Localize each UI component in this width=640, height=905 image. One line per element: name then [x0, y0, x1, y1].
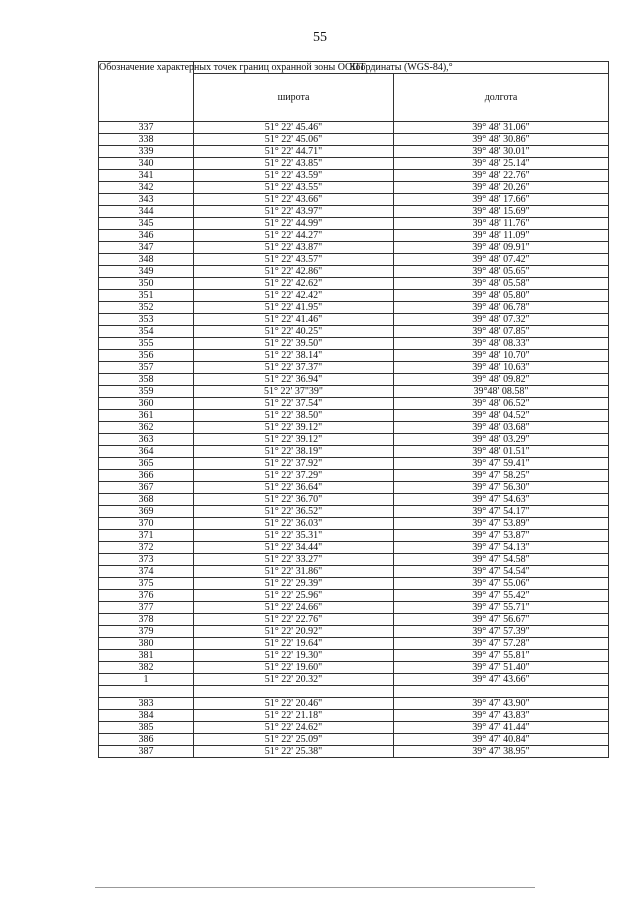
table-row [99, 554, 609, 566]
longitude-cell: 39° 48' 30.01" [394, 146, 609, 158]
longitude-cell: 39° 48' 06.78" [394, 302, 609, 314]
longitude-cell: 39° 47' 55.42" [394, 590, 609, 602]
latitude-cell: 51° 22' 39.12" [194, 422, 394, 434]
table-row [99, 458, 609, 470]
latitude-cell: 51° 22' 37.54" [194, 398, 394, 410]
longitude-cell: 39° 48' 10.63" [394, 362, 609, 374]
table-row [99, 194, 609, 206]
table-row [99, 146, 609, 158]
table-row [99, 386, 609, 398]
point-number-cell: 381 [99, 650, 194, 662]
longitude-cell: 39° 48' 03.68" [394, 422, 609, 434]
longitude-cell: 39° 47' 57.39" [394, 626, 609, 638]
table-row [99, 422, 609, 434]
table-row [99, 626, 609, 638]
latitude-cell: 51° 22' 44.99" [194, 218, 394, 230]
point-number-cell: 354 [99, 326, 194, 338]
point-number-cell: 368 [99, 494, 194, 506]
point-number-cell: 386 [99, 734, 194, 746]
longitude-cell: 39° 47' 38.95" [394, 746, 609, 758]
point-number-cell: 360 [99, 398, 194, 410]
latitude-cell: 51° 22' 36.70" [194, 494, 394, 506]
table-row [99, 182, 609, 194]
longitude-cell: 39°48' 08.58" [394, 386, 609, 398]
point-number-cell: 338 [99, 134, 194, 146]
header-coordinates: Координаты (WGS-84),° [194, 62, 609, 74]
point-number-cell: 344 [99, 206, 194, 218]
latitude-cell: 51° 22' 36.03" [194, 518, 394, 530]
point-number-cell: 337 [99, 122, 194, 134]
table-row [99, 734, 609, 746]
point-number-cell: 366 [99, 470, 194, 482]
point-number-cell: 356 [99, 350, 194, 362]
point-number-cell: 379 [99, 626, 194, 638]
point-number-cell: 339 [99, 146, 194, 158]
point-number-cell: 371 [99, 530, 194, 542]
point-number-cell: 363 [99, 434, 194, 446]
latitude-cell: 51° 22' 34.44" [194, 542, 394, 554]
latitude-cell: 51° 22' 29.39" [194, 578, 394, 590]
longitude-cell: 39° 47' 43.83" [394, 710, 609, 722]
longitude-cell: 39° 48' 11.09" [394, 230, 609, 242]
longitude-cell: 39° 47' 54.54" [394, 566, 609, 578]
latitude-cell: 51° 22' 37.37" [194, 362, 394, 374]
latitude-cell: 51° 22' 22.76" [194, 614, 394, 626]
longitude-cell: 39° 48' 31.06" [394, 122, 609, 134]
longitude-cell: 39° 47' 56.30" [394, 482, 609, 494]
table-row [99, 482, 609, 494]
latitude-cell: 51° 22' 20.32" [194, 674, 394, 686]
latitude-cell: 51° 22' 44.27" [194, 230, 394, 242]
latitude-cell: 51° 22' 35.31" [194, 530, 394, 542]
latitude-cell: 51° 22' 45.06" [194, 134, 394, 146]
table-row [99, 374, 609, 386]
longitude-cell: 39° 48' 05.58" [394, 278, 609, 290]
latitude-cell: 51° 22' 37.29" [194, 470, 394, 482]
point-number-cell: 369 [99, 506, 194, 518]
longitude-cell: 39° 47' 55.06" [394, 578, 609, 590]
point-number-cell: 343 [99, 194, 194, 206]
point-number-cell: 1 [99, 674, 194, 686]
longitude-cell: 39° 47' 56.67" [394, 614, 609, 626]
table-row [99, 350, 609, 362]
table-row [99, 542, 609, 554]
table-row [99, 746, 609, 758]
longitude-cell: 39° 47' 59.41" [394, 458, 609, 470]
point-number-cell: 367 [99, 482, 194, 494]
point-number-cell [99, 686, 194, 698]
point-number-cell: 358 [99, 374, 194, 386]
latitude-cell: 51° 22' 24.66" [194, 602, 394, 614]
longitude-cell: 39° 47' 51.40" [394, 662, 609, 674]
table-row [99, 302, 609, 314]
point-number-cell: 351 [99, 290, 194, 302]
point-number-cell: 375 [99, 578, 194, 590]
longitude-cell: 39° 47' 54.58" [394, 554, 609, 566]
latitude-cell: 51° 22' 20.92" [194, 626, 394, 638]
point-number-cell: 349 [99, 266, 194, 278]
latitude-cell: 51° 22' 33.27" [194, 554, 394, 566]
table-row [99, 662, 609, 674]
table-row [99, 530, 609, 542]
point-number-cell: 353 [99, 314, 194, 326]
latitude-cell [194, 686, 394, 698]
point-number-cell: 364 [99, 446, 194, 458]
longitude-cell: 39° 47' 57.28" [394, 638, 609, 650]
point-number-cell: 348 [99, 254, 194, 266]
latitude-cell: 51° 22' 36.52" [194, 506, 394, 518]
point-number-cell: 362 [99, 422, 194, 434]
latitude-cell: 51° 22' 25.09" [194, 734, 394, 746]
table-row [99, 158, 609, 170]
longitude-cell: 39° 48' 07.85" [394, 326, 609, 338]
point-number-cell: 370 [99, 518, 194, 530]
latitude-cell: 51° 22' 36.64" [194, 482, 394, 494]
latitude-cell: 51° 22' 38.14" [194, 350, 394, 362]
longitude-cell: 39° 47' 53.89" [394, 518, 609, 530]
table-row [99, 446, 609, 458]
latitude-cell: 51° 22' 38.19" [194, 446, 394, 458]
longitude-cell: 39° 48' 03.29" [394, 434, 609, 446]
table-row [99, 362, 609, 374]
point-number-cell: 387 [99, 746, 194, 758]
latitude-cell: 51° 22' 43.57" [194, 254, 394, 266]
table-row [99, 686, 609, 698]
latitude-cell: 51° 22' 37.92" [194, 458, 394, 470]
latitude-cell: 51° 22' 31.86" [194, 566, 394, 578]
longitude-cell: 39° 47' 40.84" [394, 734, 609, 746]
longitude-cell: 39° 47' 54.13" [394, 542, 609, 554]
point-number-cell: 382 [99, 662, 194, 674]
table-row [99, 206, 609, 218]
latitude-cell: 51° 22' 25.38" [194, 746, 394, 758]
point-number-cell: 380 [99, 638, 194, 650]
latitude-cell: 51° 22' 40.25" [194, 326, 394, 338]
point-number-cell: 374 [99, 566, 194, 578]
latitude-cell: 51° 22' 19.30" [194, 650, 394, 662]
latitude-cell: 51° 22' 45.46" [194, 122, 394, 134]
latitude-cell: 51° 22' 38.50" [194, 410, 394, 422]
latitude-cell: 51° 22' 41.95" [194, 302, 394, 314]
latitude-cell: 51° 22' 42.42" [194, 290, 394, 302]
longitude-cell: 39° 48' 05.80" [394, 290, 609, 302]
point-number-cell: 359 [99, 386, 194, 398]
latitude-cell: 51° 22' 19.64" [194, 638, 394, 650]
table-row [99, 242, 609, 254]
latitude-cell: 51° 22' 43.55" [194, 182, 394, 194]
longitude-cell: 39° 48' 09.82" [394, 374, 609, 386]
table-row [99, 122, 609, 134]
table-row [99, 590, 609, 602]
longitude-cell: 39° 47' 43.90" [394, 698, 609, 710]
table-body [99, 122, 609, 758]
longitude-cell: 39° 48' 10.70" [394, 350, 609, 362]
table-row [99, 218, 609, 230]
point-number-cell: 377 [99, 602, 194, 614]
point-number-cell: 347 [99, 242, 194, 254]
latitude-cell: 51° 22' 21.18" [194, 710, 394, 722]
longitude-cell: 39° 48' 01.51" [394, 446, 609, 458]
point-number-cell: 340 [99, 158, 194, 170]
point-number-cell: 350 [99, 278, 194, 290]
table-row [99, 266, 609, 278]
header-designation: Обозначение характерных точек границ охранной зоны ООПТ [99, 62, 194, 122]
longitude-cell: 39° 48' 07.32" [394, 314, 609, 326]
table-row [99, 314, 609, 326]
table-row [99, 578, 609, 590]
table-row [99, 410, 609, 422]
page-number: 55 [313, 30, 327, 45]
longitude-cell: 39° 48' 05.65" [394, 266, 609, 278]
longitude-cell: 39° 47' 53.87" [394, 530, 609, 542]
table-row [99, 398, 609, 410]
table-row [99, 602, 609, 614]
table-row [99, 638, 609, 650]
point-number-cell: 376 [99, 590, 194, 602]
longitude-cell: 39° 48' 06.52" [394, 398, 609, 410]
table-row [99, 254, 609, 266]
point-number-cell: 345 [99, 218, 194, 230]
table-row [99, 506, 609, 518]
point-number-cell: 357 [99, 362, 194, 374]
point-number-cell: 341 [99, 170, 194, 182]
table-row [99, 698, 609, 710]
table-row [99, 434, 609, 446]
point-number-cell: 342 [99, 182, 194, 194]
longitude-cell: 39° 48' 17.66" [394, 194, 609, 206]
point-number-cell: 372 [99, 542, 194, 554]
longitude-cell: 39° 47' 43.66" [394, 674, 609, 686]
coordinates-table [98, 61, 609, 758]
point-number-cell: 361 [99, 410, 194, 422]
table-row [99, 278, 609, 290]
latitude-cell: 51° 22' 20.46" [194, 698, 394, 710]
table-row [99, 650, 609, 662]
latitude-cell: 51° 22' 43.85" [194, 158, 394, 170]
latitude-cell: 51° 22' 43.59" [194, 170, 394, 182]
table-row [99, 722, 609, 734]
point-number-cell: 373 [99, 554, 194, 566]
table-row [99, 290, 609, 302]
longitude-cell: 39° 48' 08.33" [394, 338, 609, 350]
longitude-cell: 39° 48' 09.91" [394, 242, 609, 254]
table-row [99, 566, 609, 578]
latitude-cell: 51° 22' 43.66" [194, 194, 394, 206]
table-row [99, 674, 609, 686]
latitude-cell: 51° 22' 44.71" [194, 146, 394, 158]
longitude-cell [394, 686, 609, 698]
latitude-cell: 51° 22' 39.50" [194, 338, 394, 350]
longitude-cell: 39° 47' 54.63" [394, 494, 609, 506]
table-row [99, 338, 609, 350]
latitude-cell: 51° 22' 37"39" [194, 386, 394, 398]
latitude-cell: 51° 22' 43.97" [194, 206, 394, 218]
table-row [99, 470, 609, 482]
latitude-cell: 51° 22' 36.94" [194, 374, 394, 386]
longitude-cell: 39° 48' 22.76" [394, 170, 609, 182]
point-number-cell: 378 [99, 614, 194, 626]
latitude-cell: 51° 22' 42.86" [194, 266, 394, 278]
longitude-cell: 39° 47' 58.25" [394, 470, 609, 482]
header-latitude: широта [194, 74, 394, 122]
longitude-cell: 39° 48' 15.69" [394, 206, 609, 218]
table-row [99, 518, 609, 530]
longitude-cell: 39° 48' 30.86" [394, 134, 609, 146]
point-number-cell: 383 [99, 698, 194, 710]
latitude-cell: 51° 22' 24.62" [194, 722, 394, 734]
longitude-cell: 39° 47' 54.17" [394, 506, 609, 518]
point-number-cell: 365 [99, 458, 194, 470]
latitude-cell: 51° 22' 19.60" [194, 662, 394, 674]
latitude-cell: 51° 22' 43.87" [194, 242, 394, 254]
table-row [99, 710, 609, 722]
footer-divider [95, 887, 535, 888]
latitude-cell: 51° 22' 41.46" [194, 314, 394, 326]
point-number-cell: 355 [99, 338, 194, 350]
longitude-cell: 39° 48' 11.76" [394, 218, 609, 230]
longitude-cell: 39° 48' 04.52" [394, 410, 609, 422]
longitude-cell: 39° 48' 07.42" [394, 254, 609, 266]
point-number-cell: 346 [99, 230, 194, 242]
table-row [99, 134, 609, 146]
latitude-cell: 51° 22' 25.96" [194, 590, 394, 602]
table-row [99, 230, 609, 242]
longitude-cell: 39° 48' 20.26" [394, 182, 609, 194]
latitude-cell: 51° 22' 39.12" [194, 434, 394, 446]
longitude-cell: 39° 47' 41.44" [394, 722, 609, 734]
point-number-cell: 385 [99, 722, 194, 734]
table-row [99, 614, 609, 626]
point-number-cell: 384 [99, 710, 194, 722]
table-row [99, 326, 609, 338]
header-longitude: долгота [394, 74, 609, 122]
latitude-cell: 51° 22' 42.62" [194, 278, 394, 290]
longitude-cell: 39° 47' 55.71" [394, 602, 609, 614]
point-number-cell: 352 [99, 302, 194, 314]
longitude-cell: 39° 48' 25.14" [394, 158, 609, 170]
table-row [99, 494, 609, 506]
table-row [99, 170, 609, 182]
longitude-cell: 39° 47' 55.81" [394, 650, 609, 662]
